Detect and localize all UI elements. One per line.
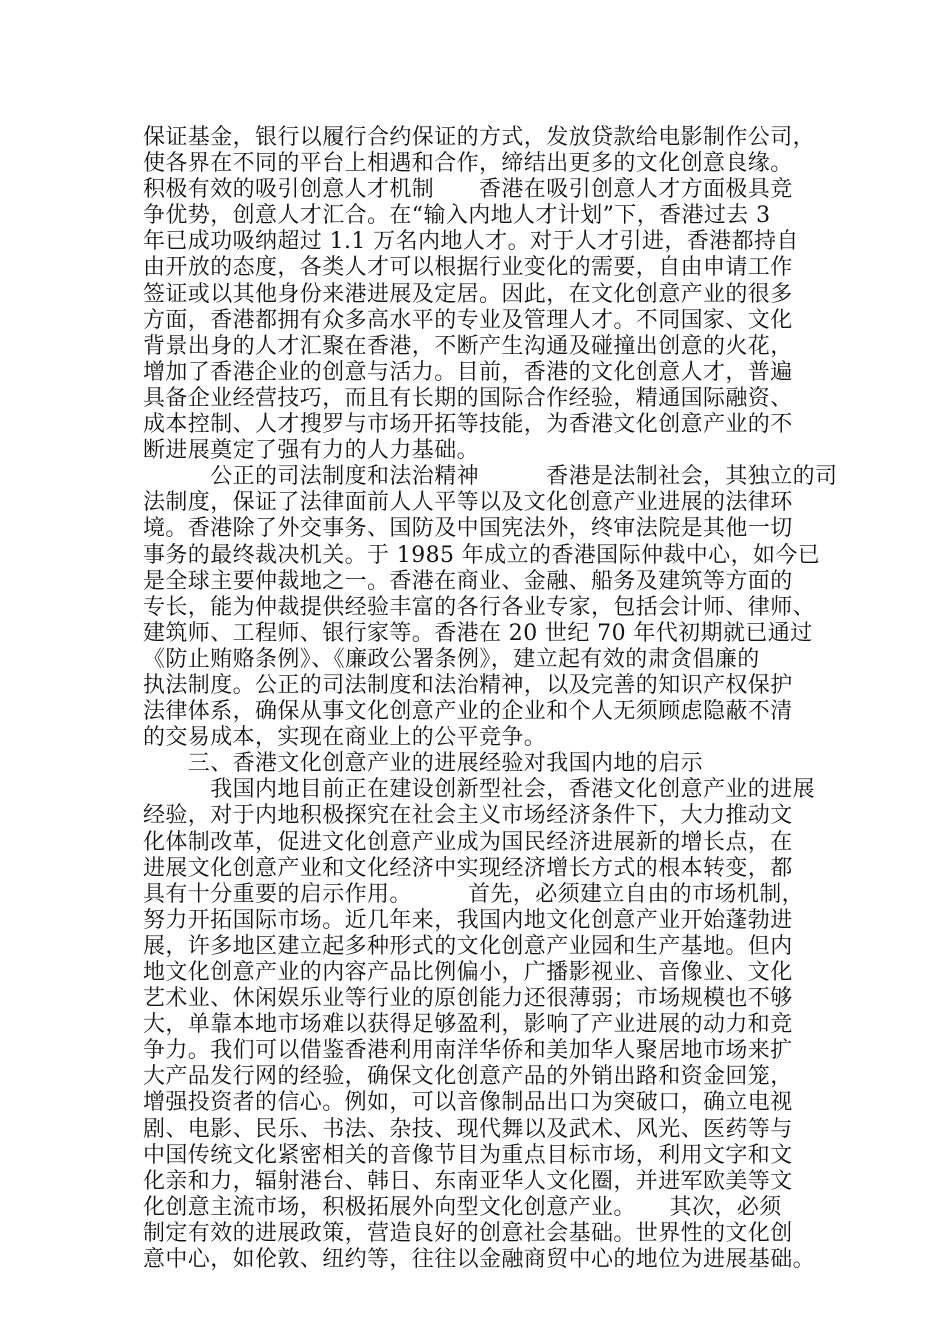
text-line: 的交易成本，实现在商业上的公平竞争。: [143, 725, 547, 751]
text-line: 大产品发行网的经验，确保文化创意产品的外销出路和资金回笼，: [143, 1064, 793, 1090]
text-line: 增加了香港企业的创意与活力。目前，香港的文化创意人才，普遍: [143, 359, 793, 385]
text-line: 经验，对于内地积极探究在社会主义市场经济条件下，大力推动文: [143, 803, 793, 829]
text-line: 法制度，保证了法律面前人人平等以及文化创意产业进展的法律环: [143, 490, 793, 516]
text-line: 展，许多地区建立起多种形式的文化创意产业园和生产基地。但内: [143, 933, 793, 959]
text-line: 法律体系，确保从事文化创意产业的企业和个人无须顾虑隐蔽不清: [143, 699, 793, 725]
text-line: 断进展奠定了强有力的人力基础。: [143, 438, 480, 464]
text-line: 《防止贿赂条例》、《廉政公署条例》，建立起有效的肃贪倡廉的: [143, 646, 760, 672]
text-line: 增强投资者的信心。例如，可以音像制品出口为突破口，确立电视: [143, 1090, 793, 1116]
text-line: 公正的司法制度和法治精神 香港是法制社会，其独立的司: [143, 464, 838, 490]
text-line: 使各界在不同的平台上相遇和合作，缔结出更多的文化创意良缘。: [143, 151, 793, 177]
text-line: 保证基金，银行以履行合约保证的方式，发放贷款给电影制作公司，: [143, 125, 816, 150]
text-line: 背景出身的人才汇聚在香港，不断产生沟通及碰撞出创意的火花，: [143, 333, 793, 359]
text-line: 争优势，创意人才汇合。在“输入内地人才计划”下，香港过去 3: [143, 203, 771, 229]
text-line: 签证或以其他身份来港进展及定居。因此，在文化创意产业的很多: [143, 281, 793, 307]
body-text: [143, 125, 838, 1273]
text-line: 事务的最终裁决机关。于 1985 年成立的香港国际仲裁中心，如今已: [143, 542, 821, 568]
text-line: 意中心，如伦敦、纽约等，往往以金融商贸中心的地位为进展基础。: [143, 1247, 816, 1273]
text-line: 化体制改革，促进文化创意产业成为国民经济进展新的增长点，在: [143, 829, 793, 855]
text-line: 剧、电影、民乐、书法、杂技、现代舞以及武术、风光、医药等与: [143, 1116, 793, 1142]
text-line: 制定有效的进展政策，营造良好的创意社会基础。世界性的文化创: [143, 1220, 793, 1246]
text-line: 争力。我们可以借鉴香港利用南洋华侨和美加华人聚居地市场来扩: [143, 1038, 793, 1064]
text-line: 化亲和力，辐射港台、韩日、东南亚华人文化圈，并进军欧美等文: [143, 1168, 793, 1194]
text-line: 我国内地目前正在建设创新型社会，香港文化创意产业的进展: [143, 777, 816, 803]
text-line: 建筑师、工程师、银行家等。香港在 20 世纪 70 年代初期就已通过: [143, 620, 813, 646]
text-line: 艺术业、休闲娱乐业等行业的原创能力还很薄弱；市场规模也不够: [143, 986, 793, 1012]
text-line: 地文化创意产业的内容产品比例偏小，广播影视业、音像业、文化: [143, 960, 793, 985]
text-line: 进展文化创意产业和文化经济中实现经济增长方式的根本转变，都: [143, 855, 793, 881]
text-line: 由开放的态度，各类人才可以根据行业变化的需要，自由申请工作: [143, 255, 793, 281]
text-line: 成本控制、人才搜罗与市场开拓等技能，为香港文化创意产业的不: [143, 412, 793, 438]
text-line: 境。香港除了外交事务、国防及中国宪法外，终审法院是其他一切: [143, 516, 793, 542]
text-line: 是全球主要仲裁地之一。香港在商业、金融、船务及建筑等方面的: [143, 568, 793, 594]
text-line: 方面，香港都拥有众多高水平的专业及管理人才。不同国家、文化: [143, 307, 793, 333]
text-line: 具有十分重要的启示作用。 首先，必须建立自由的市场机制，: [143, 881, 805, 907]
text-line: 专长，能为仲裁提供经验丰富的各行各业专家，包括会计师、律师、: [143, 594, 816, 620]
text-line: 年已成功吸纳超过 1.1 万名内地人才。对于人才引进，香港都持自: [143, 229, 799, 255]
text-line: 积极有效的吸引创意人才机制 香港在吸引创意人才方面极具竞: [143, 177, 793, 203]
text-line: 化创意主流市场，积极拓展外向型文化创意产业。 其次，必须: [143, 1194, 782, 1220]
text-line: 努力开拓国际市场。近几年来，我国内地文化创意产业开始蓬勃进: [143, 907, 793, 933]
text-line: 具备企业经营技巧，而且有长期的国际合作经验，精通国际融资、: [143, 385, 793, 411]
text-line: 三、香港文化创意产业的进展经验对我国内地的启示: [143, 751, 704, 777]
text-line: 执法制度。公正的司法制度和法治精神，以及完善的知识产权保护: [143, 672, 793, 698]
text-line: 大，单靠本地市场难以获得足够盈利，影响了产业进展的动力和竞: [143, 1012, 793, 1038]
text-line: 中国传统文化紧密相关的音像节目为重点目标市场，利用文字和文: [143, 1142, 793, 1168]
